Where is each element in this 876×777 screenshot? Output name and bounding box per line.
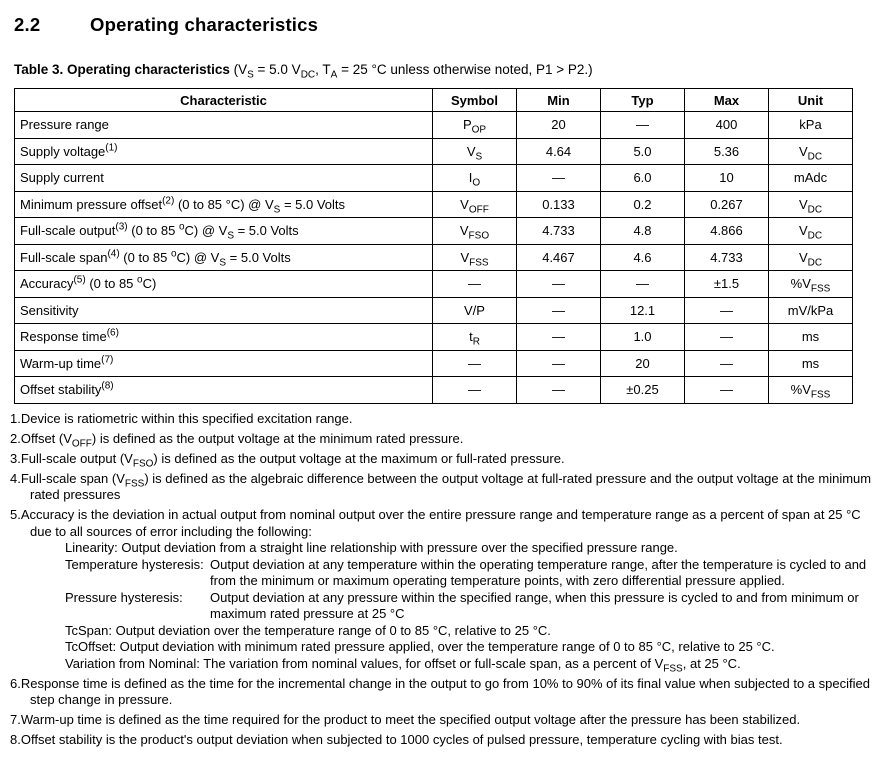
cell-typ: — — [601, 112, 685, 139]
col-header-symbol: Symbol — [433, 89, 517, 112]
cell-typ: 5.0 — [601, 138, 685, 165]
cell-characteristic: Offset stability$^{(8)}$ — [15, 377, 433, 404]
footnote-text: Offset $(V_{OFF})$ is defined as the output voltage at the minimum rated pressure. — [20, 430, 464, 450]
cell-unit: $\%V_{FSS}$ — [769, 377, 853, 404]
cell-characteristic: Response time$^{(6)}$ — [15, 324, 433, 351]
cell-symbol: $t_R$ — [433, 324, 517, 351]
table-caption — [14, 62, 866, 81]
detail-text: Output deviation at any temperature within the operating temperature range, after the temperature is cycled to and from the minimum or maximum operating temperature points, with zero differential pressure applied. — [210, 556, 867, 588]
cell-characteristic: Pressure range — [15, 112, 433, 139]
cell-characteristic: Warm-up time$^{(7)}$ — [15, 350, 433, 377]
cell-typ: ±0.25 — [601, 377, 685, 404]
footnote-detail-item — [65, 557, 872, 590]
cell-unit: ms — [769, 324, 853, 351]
table-row — [15, 350, 853, 377]
cell-max: 4.733 — [685, 244, 769, 271]
footnote-number: 2. — [10, 430, 21, 446]
cell-unit: $V_{DC}$ — [769, 218, 853, 245]
table-row — [15, 218, 853, 245]
operating-characteristics-table — [14, 88, 853, 404]
cell-symbol: — — [433, 271, 517, 298]
footnote-text: Full-scale output $(V_{FSO})$ is defined as the output voltage at the maximum or full-rated pressure. — [20, 450, 565, 470]
cell-min: 4.467 — [517, 244, 601, 271]
footnote-detail-item: Variation from Nominal: The variation from nominal values, for offset or full-scale span, as a percent of $V_{FSS}$, at 25 °C. — [65, 655, 741, 675]
cell-typ: 0.2 — [601, 191, 685, 218]
cell-symbol: V/P — [433, 297, 517, 324]
cell-unit: $V_{DC}$ — [769, 191, 853, 218]
cell-min: 4.64 — [517, 138, 601, 165]
footnote-text: Warm-up time is defined as the time required for the product to meet the specified output voltage after the pressure has been stabilized. — [20, 712, 801, 727]
table-row — [15, 324, 853, 351]
section-number: 2.2 — [14, 14, 41, 35]
cell-typ: 4.8 — [601, 218, 685, 245]
table-caption-conditions: ($V_S = 5.0$ $V_{DC}$, $T_A = 25$ °C unless otherwise noted, P1 > P2.) — [229, 62, 593, 81]
cell-characteristic: Full-scale span$^{(4)}$ (0 to 85 $^o$C) @ $V_S = 5.0$ Volts — [15, 244, 433, 271]
footnote-text: Full-scale span $(V_{FSS})$ is defined as the algebraic difference between the output voltage at full-rated pressure and the output voltage at the minimum rated pressures — [20, 470, 872, 502]
cell-typ: 4.6 — [601, 244, 685, 271]
cell-symbol: — — [433, 350, 517, 377]
cell-unit: $\%V_{FSS}$ — [769, 271, 853, 298]
table-header-row — [15, 89, 853, 112]
footnotes — [10, 411, 872, 749]
cell-max: — — [685, 377, 769, 404]
detail-text: Output deviation at any pressure within the specified range, when this pressure is cycled to and from minimum or maximum rated pressure at 25 °C — [210, 589, 859, 621]
footnote-number: 4. — [10, 470, 21, 486]
table-row — [15, 377, 853, 404]
cell-unit: kPa — [769, 112, 853, 139]
table-row — [15, 191, 853, 218]
cell-symbol: $V_{FSO}$ — [433, 218, 517, 245]
cell-min: — — [517, 271, 601, 298]
footnote-text: Accuracy is the deviation in actual output from nominal output over the entire pressure range and temperature range as a percent of span at 25 °C due to all sources of error including the following: — [20, 507, 861, 539]
detail-label: Pressure hysteresis: — [65, 589, 183, 605]
cell-min: — — [517, 377, 601, 404]
cell-unit: mV/kPa — [769, 297, 853, 324]
cell-min: — — [517, 297, 601, 324]
cell-min: — — [517, 324, 601, 351]
cell-min: 0.133 — [517, 191, 601, 218]
table-row — [15, 297, 853, 324]
cell-symbol: $P_{OP}$ — [433, 112, 517, 139]
cell-symbol: — — [433, 377, 517, 404]
footnote-number: 1. — [10, 410, 21, 426]
footnote — [10, 507, 872, 675]
footnote — [10, 470, 872, 504]
footnote — [10, 712, 872, 729]
cell-max: ±1.5 — [685, 271, 769, 298]
detail-label: Temperature hysteresis: — [65, 556, 204, 572]
cell-symbol: $V_{FSS}$ — [433, 244, 517, 271]
footnote-text: Offset stability is the product's output deviation when subjected to 1000 cycles of pulsed pressure, temperature cycling with bias test. — [20, 732, 783, 747]
cell-characteristic: Full-scale output$^{(3)}$ (0 to 85 $^o$C) @ $V_S = 5.0$ Volts — [15, 218, 433, 245]
footnote-details — [65, 540, 872, 675]
col-header-characteristic: Characteristic — [15, 89, 433, 112]
cell-typ: 6.0 — [601, 165, 685, 192]
cell-typ: 1.0 — [601, 324, 685, 351]
footnote-number: 8. — [10, 732, 21, 747]
cell-max: — — [685, 297, 769, 324]
footnote — [10, 410, 872, 428]
footnote-number: 6. — [10, 675, 21, 691]
footnote-text: Response time is defined as the time for the incremental change in the output to go from 10% to 90% of its final value when subjected to a specified step change in pressure. — [20, 675, 870, 707]
footnote — [10, 675, 872, 709]
cell-max: — — [685, 324, 769, 351]
cell-max: 400 — [685, 112, 769, 139]
table-body — [15, 112, 853, 404]
col-header-min: Min — [517, 89, 601, 112]
footnote-detail-item: Linearity: Output deviation from a straight line relationship with pressure over the specified pressure range. — [65, 540, 678, 555]
cell-characteristic: Minimum pressure offset$^{(2)}$ (0 to 85 °C) @ $V_S = 5.0$ Volts — [15, 191, 433, 218]
cell-unit: mAdc — [769, 165, 853, 192]
table-row — [15, 271, 853, 298]
cell-max: 0.267 — [685, 191, 769, 218]
table-caption-title: Table 3. Operating characteristics — [14, 62, 230, 77]
footnote-text: Device is ratiometric within this specified excitation range. — [20, 410, 353, 426]
footnote — [10, 732, 872, 749]
footnote-number: 5. — [10, 507, 21, 522]
footnote-detail-item — [65, 590, 872, 623]
cell-characteristic: Accuracy$^{(5)}$ (0 to 85 $^o$C) — [15, 271, 433, 298]
footnote-number: 3. — [10, 450, 21, 466]
cell-symbol: $V_{OFF}$ — [433, 191, 517, 218]
table-row — [15, 244, 853, 271]
cell-max: 4.866 — [685, 218, 769, 245]
footnote-detail-item: TcSpan: Output deviation over the temperature range of 0 to 85 °C, relative to 25 °C. — [65, 622, 551, 638]
col-header-unit: Unit — [769, 89, 853, 112]
cell-max: — — [685, 350, 769, 377]
table-row — [15, 112, 853, 139]
cell-typ: 12.1 — [601, 297, 685, 324]
cell-unit: $V_{DC}$ — [769, 138, 853, 165]
cell-unit: $V_{DC}$ — [769, 244, 853, 271]
cell-unit: ms — [769, 350, 853, 377]
cell-min: — — [517, 350, 601, 377]
cell-characteristic: Sensitivity — [15, 297, 433, 324]
footnote — [10, 430, 872, 450]
table-row — [15, 165, 853, 192]
footnote — [10, 450, 872, 470]
cell-symbol: $V_S$ — [433, 138, 517, 165]
cell-min: 4.733 — [517, 218, 601, 245]
col-header-typ: Typ — [601, 89, 685, 112]
table-row — [15, 138, 853, 165]
footnote-number: 7. — [10, 712, 21, 727]
cell-typ: 20 — [601, 350, 685, 377]
section-heading — [14, 14, 866, 36]
cell-min: — — [517, 165, 601, 192]
cell-min: 20 — [517, 112, 601, 139]
footnote-detail-item: TcOffset: Output deviation with minimum rated pressure applied, over the temperature range of 0 to 85 °C, relative to 25 °C. — [65, 639, 775, 654]
cell-max: 10 — [685, 165, 769, 192]
cell-max: 5.36 — [685, 138, 769, 165]
cell-symbol: $I_O$ — [433, 165, 517, 192]
section-title: Operating characteristics — [90, 14, 319, 35]
col-header-max: Max — [685, 89, 769, 112]
cell-characteristic: Supply voltage$^{(1)}$ — [15, 138, 433, 165]
cell-characteristic: Supply current — [15, 165, 433, 192]
cell-typ: — — [601, 271, 685, 298]
